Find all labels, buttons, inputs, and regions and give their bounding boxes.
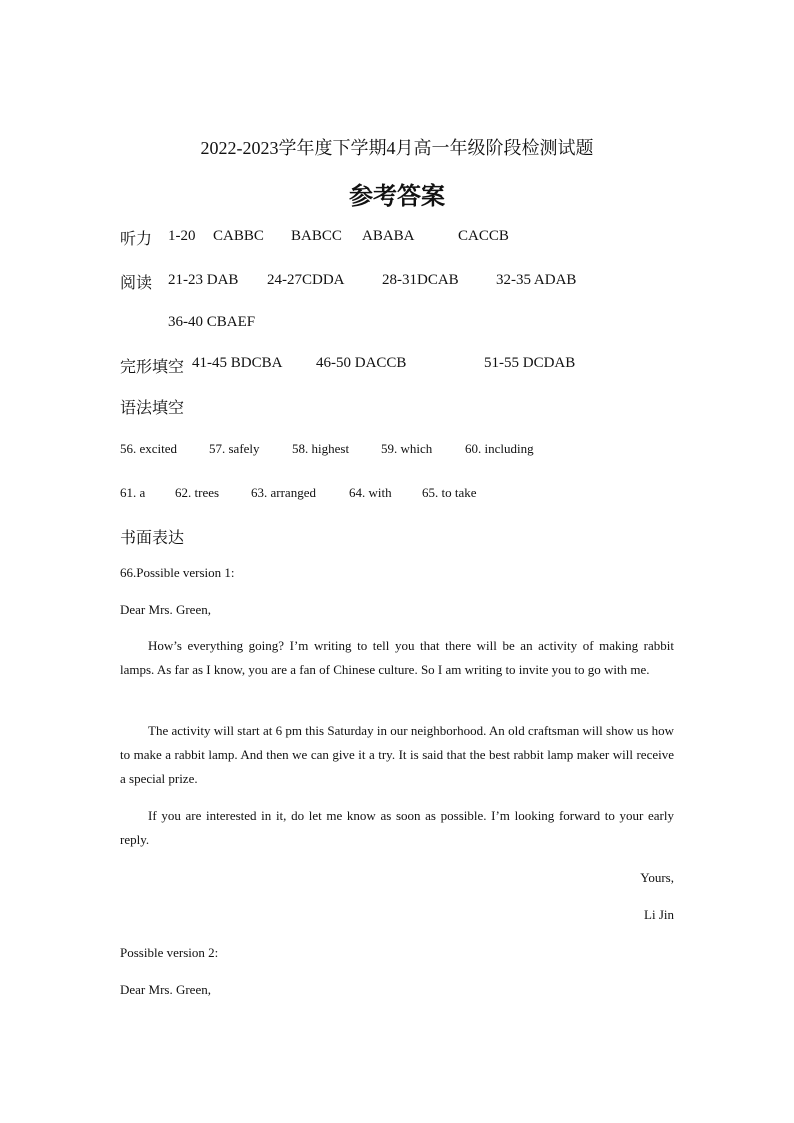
letter-paragraph: The activity will start at 6 pm this Saturday in our neighborhood. An old craftsman will show us how to make a rabbit lamp. And then we can give it a try. It is said that the best rabbit lamp maker will receive a special prize. [120,723,674,786]
reading-label: 阅读 [120,273,153,292]
cloze-item-3: 51-55 DCDAB [484,355,576,371]
grammar-answer: 65. to take [422,485,477,500]
listening-label: 听力 [120,229,153,248]
cloze-item-2: 46-50 DACCB [316,355,407,371]
letter-closing: Yours, [640,870,674,885]
listening-group-2: BABCC [291,228,342,244]
writing-label: 书面表达 [120,528,185,547]
listening-group-1: CABBC [213,228,264,244]
grammar-answer: 62. trees [175,485,220,500]
letter-signature: Li Jin [644,907,674,922]
grammar-answer: 57. safely [209,441,260,456]
reading-item-2: 24-27CDDA [267,272,345,288]
letter-paragraph: If you are interested in it, do let me know as soon as possible. I’m looking forward to your early reply. [120,808,674,847]
grammar-answer: 59. which [381,441,433,456]
grammar-label: 语法填空 [120,398,185,417]
version-2-label: Possible version 2: [120,945,219,960]
cloze-item-1: 41-45 BDCBA [192,355,283,371]
letter-paragraph: How’s everything going? I’m writing to tell you that there will be an activity of making rabbit lamps. As far as I know, you are a fan of Chinese culture. So I am writing to invite you to go with me. [120,638,674,677]
grammar-answer: 56. excited [120,441,178,456]
page-subtitle: 参考答案 [349,182,445,210]
salutation-2: Dear Mrs. Green, [120,982,211,997]
reading-item-4: 32-35 ADAB [496,272,577,288]
salutation: Dear Mrs. Green, [120,602,211,617]
listening-group-4: CACCB [458,228,509,244]
cloze-label: 完形填空 [120,357,185,376]
reading-item-1: 21-23 DAB [168,272,239,288]
grammar-answer: 58. highest [292,441,350,456]
grammar-answer: 64. with [349,485,392,500]
grammar-answer: 61. a [120,485,146,500]
page-title: 2022-2023学年度下学期4月高一年级阶段检测试题 [200,138,594,158]
listening-group-3: ABABA [362,228,415,244]
grammar-answer: 60. including [465,441,534,456]
reading-item-3: 28-31DCAB [382,272,459,288]
listening-range: 1-20 [168,228,196,244]
reading-item-5: 36-40 CBAEF [168,314,256,330]
grammar-answer: 63. arranged [251,485,316,500]
version-1-label: 66.Possible version 1: [120,565,235,580]
